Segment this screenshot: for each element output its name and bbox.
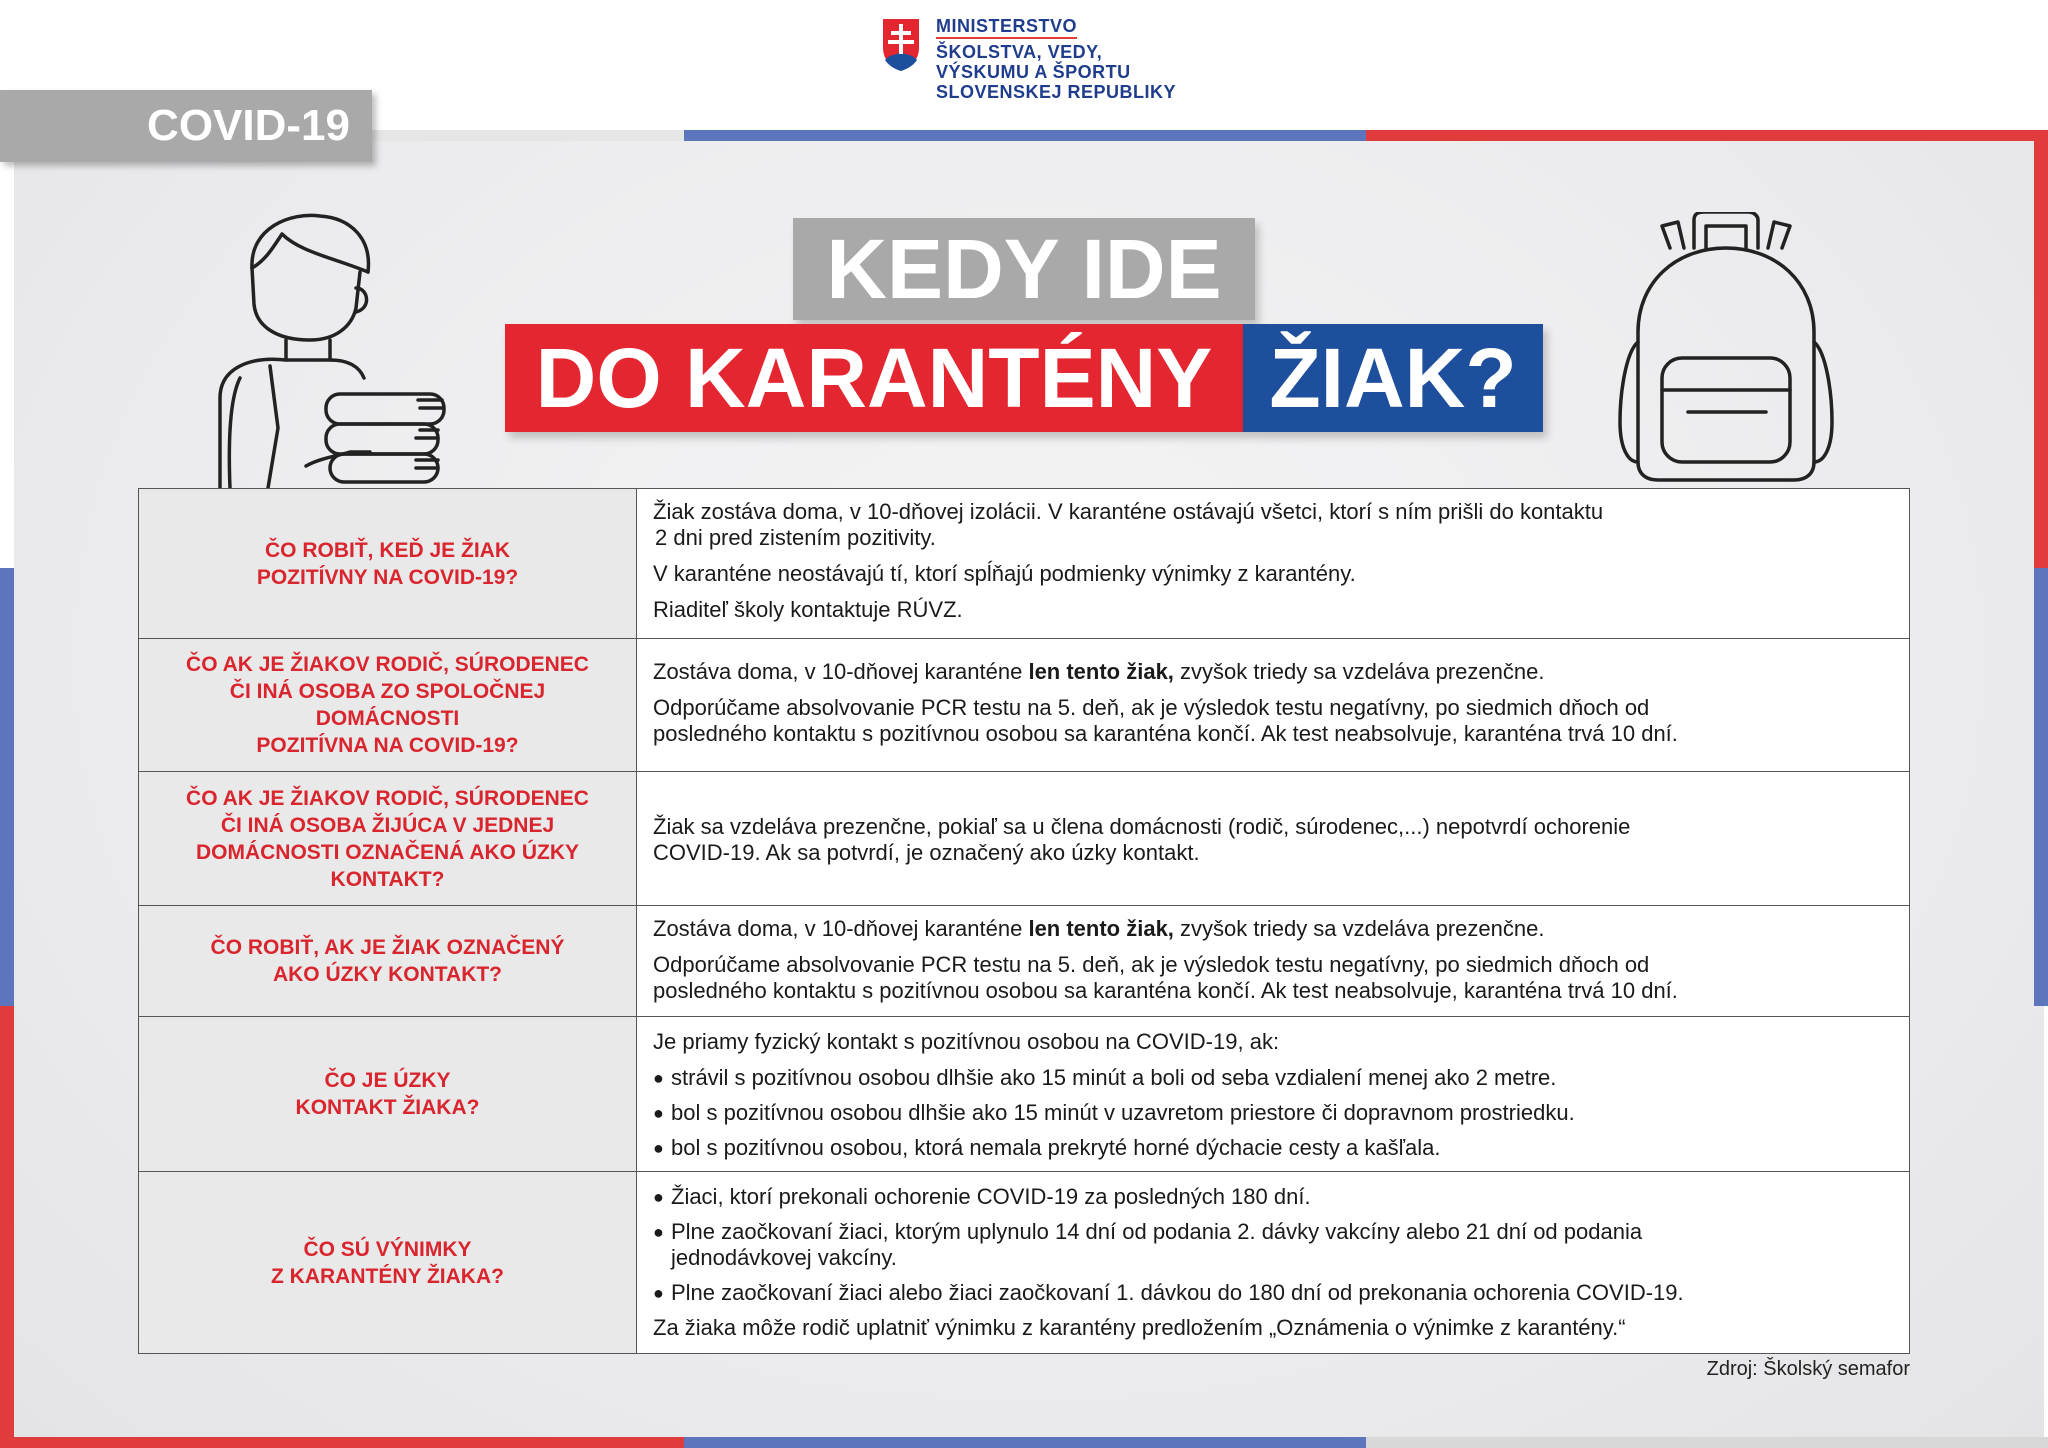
question-cell: ČO ROBIŤ, AK JE ŽIAK OZNAČENÝ AKO ÚZKY KONTAKT? — [139, 906, 637, 1016]
bullet-icon: ● — [653, 1068, 664, 1088]
question-cell: ČO ROBIŤ, KEĎ JE ŽIAK POZITÍVNY NA COVID-19? — [139, 489, 637, 638]
table-row — [139, 638, 1909, 771]
list-item: ● bol s pozitívnou osobou dlhšie ako 15 minút v uzavretom priestore či dopravnom prostriedku. — [653, 1100, 1575, 1125]
table-row — [139, 489, 1909, 638]
ministry-logo — [880, 16, 1176, 102]
list-item: ● Žiaci, ktorí prekonali ochorenie COVID-19 za posledných 180 dní. — [653, 1184, 1311, 1209]
bottom-accent-gray — [1366, 1437, 2048, 1448]
backpack-icon — [1618, 212, 1838, 484]
bullet-icon: ● — [653, 1222, 664, 1242]
answer-cell: Žiak sa vzdeláva prezenčne, pokiaľ sa u člena domácnosti (rodič, súrodenec,...) nepotvrdí ochorenie COVID-19. Ak sa potvrdí, je označený ako úzky kontakt. — [653, 813, 1631, 865]
table-row — [139, 1016, 1909, 1171]
answer-cell: Zostáva doma, v 10-dňovej karanténe len tento žiak, zvyšok triedy sa vzdeláva prezenčne. Odporúčame absolvovanie PCR testu na 5. deň, ak je výsledok testu negatívny, po siedmich dňoch od posledného kontaktu s pozitívnou osobou sa karanténa končí. Ak test neabsolvuje, karanténa trvá 10 dní. — [653, 659, 1678, 746]
headline-line2-red: DO KARANTÉNY — [505, 324, 1243, 432]
bottom-accent-blue — [684, 1437, 1366, 1448]
table-row — [139, 1171, 1909, 1353]
student-with-books-icon — [210, 208, 450, 488]
quarantine-table — [138, 488, 1910, 1354]
question-cell: ČO JE ÚZKY KONTAKT ŽIAKA? — [139, 1017, 637, 1171]
top-accent-red — [1366, 130, 2048, 141]
list-item: ● Plne zaočkovaní žiaci alebo žiaci zaočkovaní 1. dávkou do 180 dní od prekonania ochorenia COVID-19. — [653, 1280, 1684, 1305]
headline-line1: KEDY IDE — [793, 218, 1255, 320]
right-accent-blue — [2034, 568, 2048, 1006]
question-cell: ČO AK JE ŽIAKOV RODIČ, SÚRODENEC ČI INÁ OSOBA ZO SPOLOČNEJ DOMÁCNOSTI POZITÍVNA NA COVID-19? — [139, 639, 637, 771]
left-accent-red — [0, 1006, 14, 1448]
list-item: ● Plne zaočkovaní žiaci, ktorým uplynulo 14 dní od podania 2. dávky vakcíny alebo 21 dní od podania jednodávkovej vakcíny. — [653, 1219, 1643, 1270]
bullet-icon: ● — [653, 1103, 664, 1123]
answer-cell: ● Žiaci, ktorí prekonali ochorenie COVID-19 za posledných 180 dní. ● Plne zaočkovaní žiaci, ktorým uplynulo 14 dní od podania 2. dávky vakcíny alebo 21 dní od podania jednodávkovej vakcíny. ● Plne zaočkovaní žiaci alebo žiaci zaočkovaní 1. dávkou do 180 dní od prekonania ochorenia COVID-19. Za žiaka môže rodič uplatniť výnimku z karantény predložením „Oznámenia o výnimke z karantény.“ — [637, 1172, 1909, 1353]
ministry-name: MINISTERSTVO ŠKOLSTVA, VEDY, VÝSKUMU A ŠPORTU SLOVENSKEJ REPUBLIKY — [936, 16, 1177, 102]
top-accent-gray — [372, 130, 684, 141]
bottom-accent-red — [0, 1437, 684, 1448]
answer-cell: Je priamy fyzický kontakt s pozitívnou osobou na COVID-19, ak: ● strávil s pozitívnou osobou dlhšie ako 15 minút a boli od seba vzdialení menej ako 2 metre. ● bol s pozitívnou osobou dlhšie ako 15 minút v uzavretom priestore či dopravnom prostriedku. ● bol s pozitívnou osobou, ktorá nemala prekryté horné dýchacie cesty a kašľala. — [637, 1017, 1909, 1171]
right-accent-red — [2034, 130, 2048, 568]
table-row — [139, 771, 1909, 905]
left-accent-blue — [0, 568, 14, 1006]
bullet-icon: ● — [653, 1138, 664, 1158]
list-item: ● bol s pozitívnou osobou, ktorá nemala prekryté horné dýchacie cesty a kašľala. — [653, 1135, 1441, 1160]
source-note: Zdroj: Školský semafor — [1706, 1358, 1910, 1380]
bullet-icon: ● — [653, 1187, 664, 1207]
answer-cell: Žiak zostáva doma, v 10-dňovej izolácii. V karanténe ostávajú všetci, ktorí s ním prišli do kontaktu 2 dni pred zistením pozitivity. V karanténe neostávajú tí, ktorí spĺňajú podmienky výnimky z karantény. Riaditeľ školy kontaktuje RÚVZ. — [653, 499, 1604, 622]
question-cell: ČO SÚ VÝNIMKY Z KARANTÉNY ŽIAKA? — [139, 1172, 637, 1353]
slovak-crest-icon — [880, 16, 922, 74]
question-cell: ČO AK JE ŽIAKOV RODIČ, SÚRODENEC ČI INÁ OSOBA ŽIJÚCA V JEDNEJ DOMÁCNOSTI OZNAČENÁ AKO ÚZKY KONTAKT? — [139, 772, 637, 905]
answer-cell: Zostáva doma, v 10-dňovej karanténe len tento žiak, zvyšok triedy sa vzdeláva prezenčne. Odporúčame absolvovanie PCR testu na 5. deň, ak je výsledok testu negatívny, po siedmich dňoch od posledného kontaktu s pozitívnou osobou sa karanténa končí. Ak test neabsolvuje, karanténa trvá 10 dní. — [653, 916, 1678, 1003]
bullet-icon: ● — [653, 1283, 664, 1303]
table-row — [139, 905, 1909, 1016]
top-accent-blue — [684, 130, 1366, 141]
list-item: ● strávil s pozitívnou osobou dlhšie ako 15 minút a boli od seba vzdialení menej ako 2 metre. — [653, 1065, 1557, 1090]
headline-line2-blue: ŽIAK? — [1243, 324, 1543, 432]
covid-tag: COVID-19 — [0, 90, 372, 162]
